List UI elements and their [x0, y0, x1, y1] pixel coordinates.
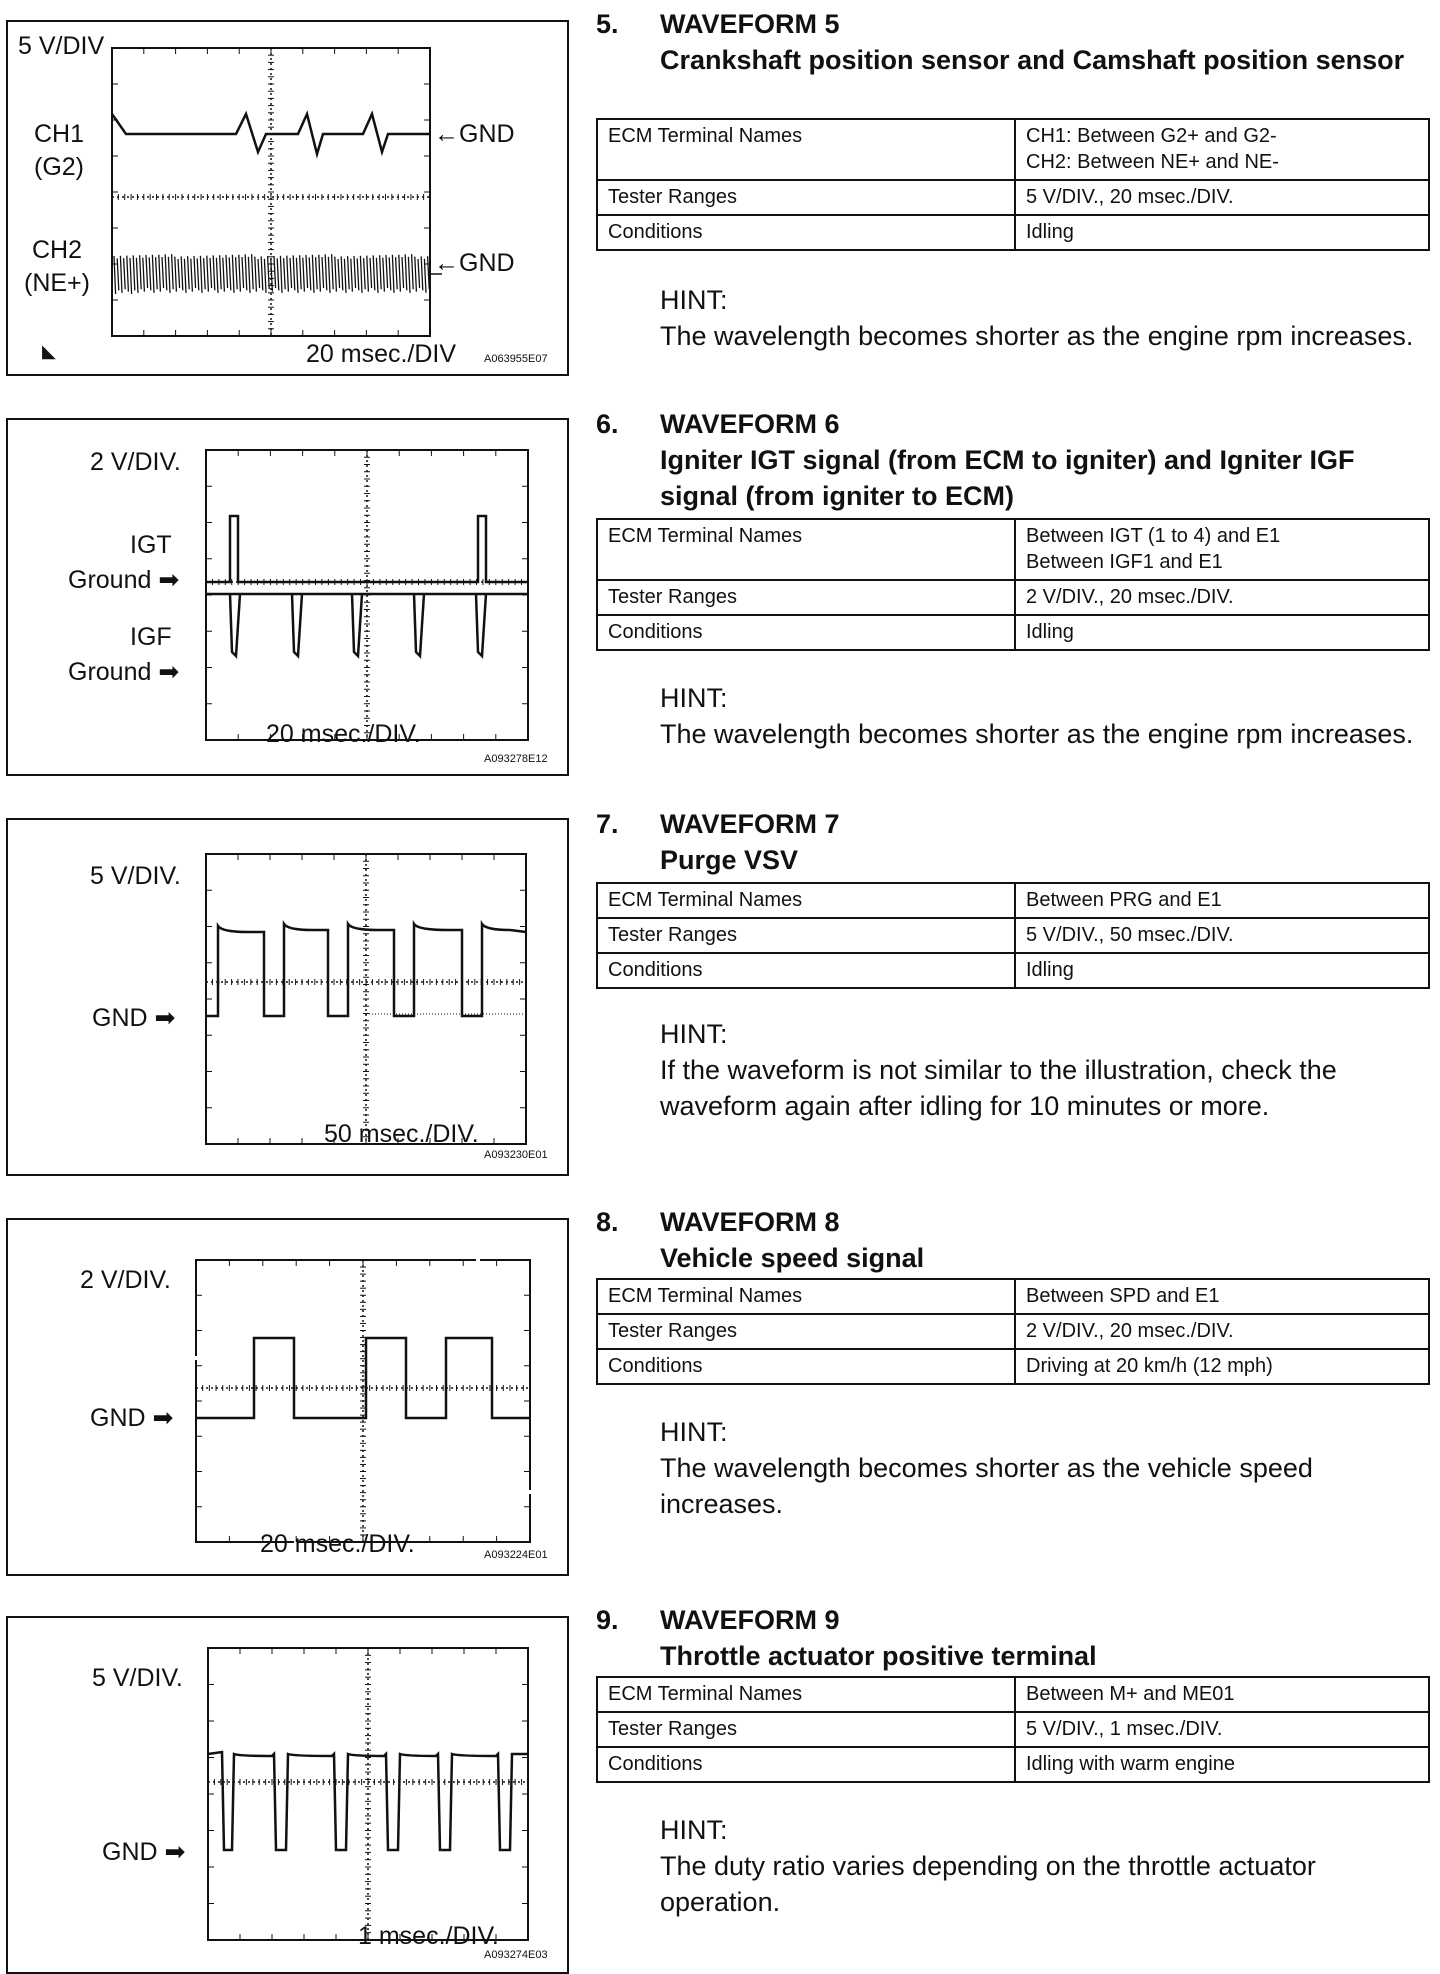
table-row: [597, 1677, 1429, 1712]
ch2-pulse: [405, 254, 407, 290]
ch2-pulse: [178, 259, 180, 288]
waveform-8-figure: [6, 1218, 569, 1576]
ch2-pulse: [143, 258, 145, 292]
waveform-7-code: A093230E01: [484, 1149, 548, 1161]
ch2-trace: [114, 254, 429, 294]
ch2-pulse: [210, 258, 212, 288]
section-title: WAVEFORM 6: [660, 409, 840, 439]
section-waveform-7: [596, 806, 1430, 1136]
ch2-pulse: [232, 255, 234, 293]
ch2-pulse: [338, 259, 340, 288]
hint-block: [660, 1812, 1430, 1920]
waveform-9-code: A093274E03: [484, 1949, 548, 1961]
table-row: [597, 1712, 1429, 1747]
ch2-pulse: [252, 254, 254, 289]
ch2-pulse: [159, 255, 161, 292]
hint-label: HINT:: [660, 1417, 728, 1447]
row-label: ECM Terminal Names: [597, 1279, 1015, 1314]
waveform-6-code: A093278E12: [484, 753, 548, 765]
row-value: Idling with warm engine: [1015, 1747, 1429, 1782]
ch2-pulse: [207, 256, 209, 292]
ch2-pulse: [351, 259, 353, 292]
igf-trace: [230, 594, 486, 656]
table-row: [597, 519, 1429, 580]
ch2-pulse: [389, 257, 391, 290]
hint-text: The wavelength becomes shorter as the engine rpm increases.: [660, 719, 1414, 749]
ch2-pulse: [239, 255, 241, 292]
ch2-pulse: [181, 256, 183, 290]
ch2-pulse: [277, 258, 279, 290]
ch2-pulse: [264, 259, 266, 293]
section-title: WAVEFORM 7: [660, 809, 840, 839]
table-row: [597, 615, 1429, 650]
table-row: [597, 1349, 1429, 1384]
ch2-pulse: [287, 256, 289, 292]
waveform-5-vdiv: 5 V/DIV: [18, 32, 105, 60]
row-value: Driving at 20 km/h (12 mph): [1015, 1349, 1429, 1384]
spec-table: [596, 118, 1430, 251]
waveform-8-vdiv: 2 V/DIV.: [80, 1266, 171, 1294]
row-value: 5 V/DIV., 20 msec./DIV.: [1015, 180, 1429, 215]
ch2-pulse: [172, 254, 174, 289]
section-subtitle: Igniter IGT signal (from ECM to igniter) and Igniter IGF signal (from igniter to ECM): [660, 445, 1355, 511]
row-label: Conditions: [597, 615, 1015, 650]
ch2-pulse: [197, 258, 199, 290]
section-heading: [660, 6, 1430, 78]
hint-label: HINT:: [660, 1019, 728, 1049]
hint-text: If the waveform is not similar to the illustration, check the waveform again after idling for 10 minutes or more.: [660, 1055, 1337, 1121]
ch2-pulse: [296, 258, 298, 293]
ch2-pulse: [322, 257, 324, 288]
ch2-pulse: [364, 258, 366, 289]
right-arrow-icon: ➡: [158, 566, 180, 594]
row-label: Conditions: [597, 953, 1015, 988]
purge-gnd-label: GND ➡: [92, 1004, 176, 1032]
ch2-pulse: [223, 258, 225, 292]
ch2-pulse: [136, 258, 138, 293]
ch2-pulse: [229, 257, 231, 290]
ch2-pulse: [344, 259, 346, 293]
ch2-pulse: [402, 257, 404, 288]
ch2-pulse: [245, 254, 247, 290]
waveform-8-tdiv: 20 msec./DIV.: [260, 1530, 415, 1558]
right-arrow-icon: ➡: [154, 1004, 176, 1032]
ch2-pulse: [165, 254, 167, 290]
ch2-pulse: [415, 257, 417, 292]
ch2-pulse: [412, 254, 414, 289]
table-row: [597, 1314, 1429, 1349]
hint-label: HINT:: [660, 1815, 728, 1845]
table-row: [597, 1279, 1429, 1314]
ch2-pulse: [213, 255, 215, 290]
hint-text: The wavelength becomes shorter as the engine rpm increases.: [660, 321, 1414, 351]
section-title: WAVEFORM 9: [660, 1605, 840, 1635]
row-value: 2 V/DIV., 20 msec./DIV.: [1015, 1314, 1429, 1349]
ch2-pulse: [156, 257, 158, 289]
ch2-pulse: [130, 258, 132, 294]
row-label: Conditions: [597, 1349, 1015, 1384]
waveform-6-figure: [6, 418, 569, 776]
waveform-7-tdiv: 50 msec./DIV.: [324, 1120, 479, 1148]
waveform-5-figure: [6, 20, 569, 376]
ch1-label: CH1 (G2): [34, 120, 85, 181]
section-title: WAVEFORM 5: [660, 9, 840, 39]
section-subtitle: Throttle actuator positive terminal: [660, 1641, 1097, 1671]
section-waveform-5: [596, 6, 1430, 396]
ch2-pulse: [376, 258, 378, 293]
section-number: 5.: [596, 9, 619, 39]
section-heading: [660, 1204, 1430, 1276]
spec-table: [596, 882, 1430, 989]
row-label: ECM Terminal Names: [597, 1677, 1015, 1712]
spec-table: [596, 1278, 1430, 1385]
ch2-pulse: [188, 256, 190, 289]
waveform-5-scope: [8, 22, 567, 374]
hint-label: HINT:: [660, 285, 728, 315]
ch2-pulse: [408, 257, 410, 293]
hint-block: [660, 282, 1430, 354]
ch2-label: CH2 (NE+): [24, 236, 90, 297]
ch2-pulse: [370, 258, 372, 288]
ch2-pulse: [261, 256, 263, 290]
section-heading: [660, 806, 1430, 878]
row-value: 5 V/DIV., 50 msec./DIV.: [1015, 918, 1429, 953]
hint-block: [660, 680, 1430, 752]
ch2-pulse: [396, 257, 398, 289]
ch2-pulse: [421, 256, 423, 290]
ch2-pulse: [191, 259, 193, 292]
ch2-pulse: [357, 258, 359, 290]
waveform-8-code: A093224E01: [484, 1549, 548, 1561]
row-value: Between SPD and E1: [1015, 1279, 1429, 1314]
ch2-pulse: [399, 255, 401, 292]
left-arrow-icon: ←: [434, 120, 459, 148]
waveform-5-tdiv: 20 msec./DIV: [306, 340, 457, 368]
waveform-9-tdiv: 1 msec./DIV.: [358, 1922, 499, 1950]
ch2-pulse: [149, 257, 151, 290]
ch2-pulse: [133, 255, 135, 290]
speed-gnd-label: GND ➡: [90, 1404, 174, 1432]
ch2-pulse: [146, 255, 148, 288]
row-value: 2 V/DIV., 20 msec./DIV.: [1015, 580, 1429, 615]
section-waveform-9: [596, 1602, 1430, 1932]
throttle-gnd-label: GND ➡: [102, 1838, 186, 1866]
ch2-pulse: [152, 255, 154, 293]
row-label: ECM Terminal Names: [597, 119, 1015, 180]
row-value: Idling: [1015, 953, 1429, 988]
ch2-pulse: [293, 255, 295, 290]
ch2-pulse: [268, 256, 270, 289]
section-title: WAVEFORM 8: [660, 1207, 840, 1237]
waveform-6-vdiv: 2 V/DIV.: [90, 448, 181, 476]
waveform-9-vdiv: 5 V/DIV.: [92, 1664, 183, 1692]
ch2-pulse: [348, 256, 350, 289]
section-waveform-8: [596, 1204, 1430, 1534]
waveform-9-figure: [6, 1616, 569, 1974]
section-waveform-6: [596, 406, 1430, 796]
row-value: Between PRG and E1: [1015, 883, 1429, 918]
table-row: [597, 1747, 1429, 1782]
ch2-pulse: [284, 258, 286, 289]
ch2-pulse: [418, 259, 420, 288]
ch2-pulse: [242, 257, 244, 288]
ch2-pulse: [392, 255, 394, 293]
section-number: 9.: [596, 1605, 619, 1635]
ch2-pulse: [316, 257, 318, 289]
ch2-pulse: [428, 256, 430, 289]
left-arrow-icon: ←: [434, 249, 459, 277]
table-row: [597, 953, 1429, 988]
ch2-pulse: [312, 255, 314, 293]
row-value: 5 V/DIV., 1 msec./DIV.: [1015, 1712, 1429, 1747]
row-value: Between IGT (1 to 4) and E1 Between IGF1 and E1: [1015, 519, 1429, 580]
ch2-pulse: [309, 257, 311, 290]
section-subtitle: Vehicle speed signal: [660, 1243, 925, 1273]
ch2-pulse: [386, 255, 388, 288]
ch2-pulse: [255, 257, 257, 292]
ch2-pulse: [325, 254, 327, 290]
waveform-7-figure: [6, 818, 569, 1176]
right-arrow-icon: ➡: [158, 658, 180, 686]
row-value: CH1: Between G2+ and G2- CH2: Between NE+ and NE-: [1015, 119, 1429, 180]
ch2-pulse: [303, 258, 305, 292]
row-label: ECM Terminal Names: [597, 519, 1015, 580]
section-number: 6.: [596, 409, 619, 439]
ch2-pulse: [168, 257, 170, 293]
row-value: Between M+ and ME01: [1015, 1677, 1429, 1712]
hint-block: [660, 1414, 1430, 1522]
ch2-pulse: [328, 257, 330, 293]
table-row: [597, 180, 1429, 215]
row-label: Tester Ranges: [597, 1712, 1015, 1747]
ch2-pulse: [124, 258, 126, 289]
ch2-pulse: [300, 255, 302, 289]
section-subtitle: Purge VSV: [660, 845, 799, 875]
table-row: [597, 883, 1429, 918]
row-label: Tester Ranges: [597, 180, 1015, 215]
spec-table: [596, 518, 1430, 651]
ch2-pulse: [184, 259, 186, 293]
right-arrow-icon: ➡: [152, 1404, 174, 1432]
ch2-pulse: [274, 256, 276, 288]
spec-table: [596, 1676, 1430, 1783]
ch2-pulse: [200, 256, 202, 293]
waveform-6-tdiv: 20 msec./DIV.: [266, 720, 421, 748]
ch2-pulse: [280, 256, 282, 293]
probe-icon: ◣: [42, 341, 56, 361]
row-label: Tester Ranges: [597, 580, 1015, 615]
ch2-pulse: [120, 256, 122, 293]
table-row: [597, 215, 1429, 250]
section-heading: [660, 406, 1430, 514]
igf-ground-label: Ground ➡: [68, 658, 180, 686]
ch2-pulse: [226, 255, 228, 288]
ch2-pulse: [127, 256, 129, 292]
row-label: Conditions: [597, 215, 1015, 250]
ch2-pulse: [332, 254, 334, 289]
hint-label: HINT:: [660, 683, 728, 713]
ch2-pulse: [335, 257, 337, 292]
ch2-pulse: [248, 257, 250, 293]
ch2-pulse: [258, 259, 260, 288]
ch2-pulse: [360, 256, 362, 293]
row-label: ECM Terminal Names: [597, 883, 1015, 918]
ch2-pulse: [383, 258, 385, 292]
ch2-pulse: [367, 256, 369, 292]
hint-text: The duty ratio varies depending on the throttle actuator operation.: [660, 1851, 1316, 1917]
section-number: 8.: [596, 1207, 619, 1237]
ch2-pulse: [117, 258, 119, 290]
ch2-pulse: [306, 255, 308, 288]
row-label: Tester Ranges: [597, 1314, 1015, 1349]
waveform-7-vdiv: 5 V/DIV.: [90, 862, 181, 890]
ch2-pulse: [373, 255, 375, 290]
right-arrow-icon: ➡: [164, 1838, 186, 1866]
ch2-pulse: [114, 256, 116, 294]
ch1-gnd-label: ←GND: [434, 120, 515, 148]
table-row: [597, 918, 1429, 953]
igt-ground-label: Ground ➡: [68, 566, 180, 594]
section-subtitle: Crankshaft position sensor and Camshaft position sensor: [660, 45, 1405, 75]
igf-label: IGF: [130, 623, 172, 651]
ch2-pulse: [140, 255, 142, 289]
section-number: 7.: [596, 809, 619, 839]
ch2-pulse: [290, 258, 292, 288]
row-value: Idling: [1015, 615, 1429, 650]
igt-label: IGT: [130, 531, 172, 559]
ch2-pulse: [216, 258, 218, 293]
row-label: Conditions: [597, 1747, 1015, 1782]
ch2-pulse: [236, 257, 238, 289]
ch2-pulse: [162, 257, 164, 288]
ch2-pulse: [220, 255, 222, 289]
ch2-pulse: [194, 256, 196, 288]
row-label: Tester Ranges: [597, 918, 1015, 953]
ch2-pulse: [354, 256, 356, 288]
table-row: [597, 119, 1429, 180]
ch2-pulse: [380, 255, 382, 289]
hint-block: [660, 1016, 1430, 1124]
table-row: [597, 580, 1429, 615]
waveform-5-code: A063955E07: [484, 353, 548, 365]
ch2-pulse: [204, 258, 206, 289]
ch2-pulse: [319, 255, 321, 292]
ch2-pulse: [341, 256, 343, 290]
row-value: Idling: [1015, 215, 1429, 250]
hint-text: The wavelength becomes shorter as the vehicle speed increases.: [660, 1453, 1313, 1519]
section-heading: [660, 1602, 1430, 1674]
ch2-gnd-label: ←GND: [434, 249, 515, 277]
ch2-pulse: [175, 257, 177, 292]
